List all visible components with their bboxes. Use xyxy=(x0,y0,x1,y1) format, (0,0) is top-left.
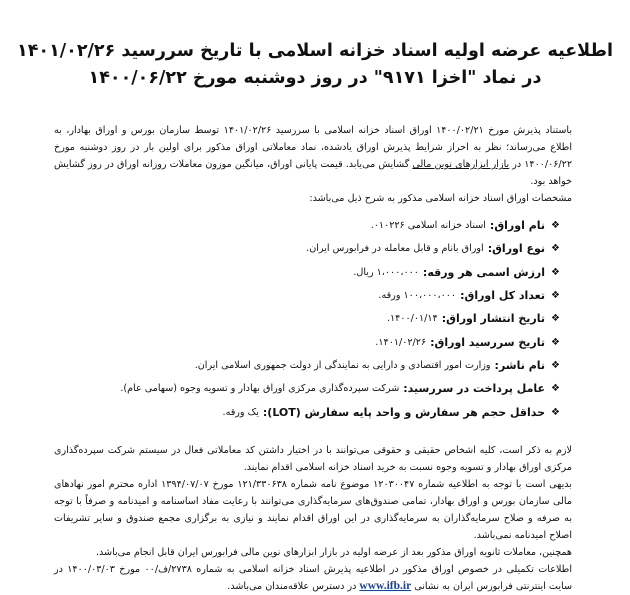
spec-value: اسناد خزانه اسلامی ۰۱۰۲۲۶. xyxy=(370,220,486,232)
spec-item xyxy=(54,214,560,237)
spec-item xyxy=(54,307,560,330)
spec-item xyxy=(54,330,560,353)
spec-label: ارزش اسمی هر ورقه: xyxy=(422,265,546,279)
note-4-text-after: در دسترس علاقه‌مندان می‌باشد. xyxy=(227,580,360,592)
spec-label: نوع اوراق: xyxy=(487,242,546,256)
spec-item xyxy=(54,377,560,400)
spec-label: تعداد کل اوراق: xyxy=(460,289,546,303)
title-line-2: در نماد "اخزا ۹۱۷۱" در روز دوشنبه مورخ ۱۴۰۰/۰۶/۲۲ xyxy=(88,68,542,88)
diamond-bullet-icon: ❖ xyxy=(551,243,560,255)
diamond-bullet-icon: ❖ xyxy=(551,406,560,418)
note-paragraph-2: بدیهی است با توجه به اطلاعیه شماره ۱۲۰۳۰۰۴۷ موضوع نامه شماره ۱۲۱/۳۳۰۶۳۸ مورخ ۱۳۹۴/۰۷/۰۷ اداره محترم امور نهادهای مالی سازمان بورس و اوراق بهادار، تمامی صندوق‌های سرمایه‌گذاری می‌توانند با رعایت مفاد اساسنامه و امیدنامه و صرفاً با توجه به صرفه و صلاح سرمایه‌گذاران به سرمایه‌گذاری در این اوراق اقدام نمایند و نیازی به برگزاری مجمع صندوق و سایر تشریفات اصلاح امیدنامه نمی‌باشد. xyxy=(54,478,572,541)
spec-label: عامل پرداخت در سررسید: xyxy=(403,382,546,396)
spec-value: وزارت امور اقتصادی و دارایی به نمایندگی از دولت جمهوری اسلامی ایران. xyxy=(194,359,491,371)
spec-value: یک ورقه. xyxy=(222,406,259,418)
spec-value: ۱۰۰،۰۰۰،۰۰۰ ورقه. xyxy=(378,290,457,302)
spec-value: اوراق بانام و قابل معامله در فرابورس ایران. xyxy=(306,243,484,255)
announcement-body xyxy=(54,122,572,595)
note-paragraph-3: همچنین، معاملات ثانویه اوراق مذکور بعد از عرضه اولیه در بازار ابزارهای نوین مالی فرابورس ایران قابل انجام می‌باشد. xyxy=(95,546,572,558)
note-4-text-before: اطلاعات تکمیلی در خصوص اوراق مذکور در اطلاعیه پذیرش اسناد خزانه اسلامی به شماره ۲۷۳۸/ف/۰۰ مورخ ۱۴۰۰/۰۳/۰۳ در سایت اینترنتی فرابورس ایران به نشانی xyxy=(54,563,572,592)
diamond-bullet-icon: ❖ xyxy=(551,313,560,325)
spec-item xyxy=(54,261,560,284)
spec-value: ۱،۰۰۰،۰۰۰ ریال. xyxy=(353,266,419,278)
intro-text-before-link: باستناد پذیرش مورخ ۱۴۰۰/۰۲/۲۱ اوراق اسناد خزانه اسلامی با سررسید ۱۴۰۱/۰۲/۲۶ توسط سازمان بورس و اوراق بهادار، به اطلاع می‌رساند؛ نظر به احراز شرایط پذیرش اوراق یادشده، نماد معاملاتی اوراق مذکور برای اولین بار در روز دوشنبه مورخ ۱۴۰۰/۰۶/۲۲ در xyxy=(54,125,572,170)
note-paragraph-1: لازم به ذکر است، کلیه اشخاص حقیقی و حقوقی می‌توانند با در اختیار داشتن کد معاملاتی فعال در سیستم شرکت سپرده‌گذاری مرکزی اوراق بهادار و تسویه وجوه نسبت به خرید اسناد خزانه اسلامی اقدام نمایند. xyxy=(54,444,572,473)
specs-list xyxy=(54,214,560,424)
spec-label: تاریخ سررسید اوراق: xyxy=(430,335,546,349)
spec-item xyxy=(54,284,560,307)
spec-item xyxy=(54,400,560,423)
diamond-bullet-icon: ❖ xyxy=(551,383,560,395)
market-link[interactable]: بازار ابزارهای نوین مالی xyxy=(412,159,510,170)
notes-section xyxy=(54,442,572,595)
diamond-bullet-icon: ❖ xyxy=(551,290,560,302)
spec-label: تاریخ انتشار اوراق: xyxy=(441,312,546,326)
note-paragraph-4 xyxy=(54,561,572,595)
diamond-bullet-icon: ❖ xyxy=(551,336,560,348)
spec-value: ۱۴۰۰/۰۱/۱۴. xyxy=(386,313,438,325)
website-link[interactable]: www.ifb.ir xyxy=(359,579,412,592)
diamond-bullet-icon: ❖ xyxy=(551,359,560,371)
spec-value: شرکت سپرده‌گذاری مرکزی اوراق بهادار و تسویه وجوه (سهامی عام). xyxy=(120,383,400,395)
spec-item xyxy=(54,237,560,260)
intro-text-after-link: گشایش می‌یابد. قیمت پایانی اوراق، میانگین موزون معاملات روزانه اوراق در روز گشایش خواهد بود. xyxy=(54,159,572,187)
spec-item xyxy=(54,354,560,377)
intro-paragraph xyxy=(54,122,572,207)
announcement-title xyxy=(0,0,630,92)
spec-label: نام ناشر: xyxy=(494,358,546,372)
spec-label: حداقل حجم هر سفارش و واحد پایه سفارش (LOT): xyxy=(262,405,546,419)
spec-value: ۱۴۰۱/۰۲/۲۶. xyxy=(375,336,427,348)
spec-label: نام اوراق: xyxy=(489,219,546,233)
intro-text xyxy=(54,122,572,190)
title-line-1: اطلاعیه عرضه اولیه اسناد خزانه اسلامی با تاریخ سررسید ۱۴۰۱/۰۲/۲۶ xyxy=(17,41,613,61)
intro-specs-heading: مشخصات اوراق اسناد خزانه اسلامی مذکور به شرح ذیل می‌باشد: xyxy=(309,193,572,204)
diamond-bullet-icon: ❖ xyxy=(551,220,560,232)
diamond-bullet-icon: ❖ xyxy=(551,266,560,278)
